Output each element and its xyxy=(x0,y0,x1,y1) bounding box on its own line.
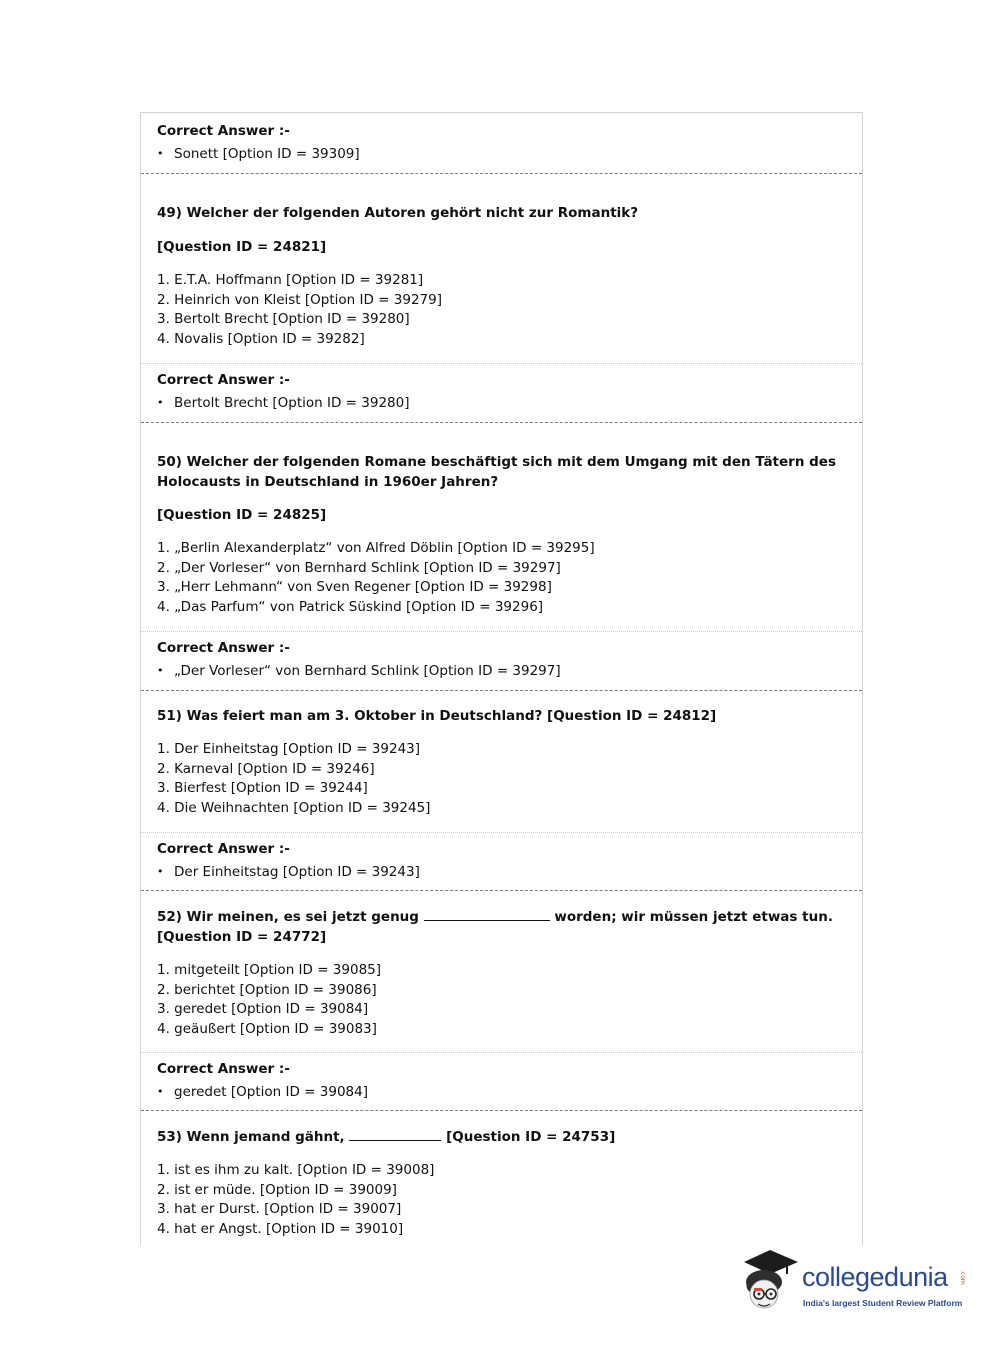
option-item: 3. geredet [Option ID = 39084] xyxy=(157,1001,369,1018)
correct-answer-label: Correct Answer :- xyxy=(157,1061,290,1077)
option-list xyxy=(157,271,862,349)
question-id: [Question ID = 24825] xyxy=(157,507,327,523)
answer-item: • Bertolt Brecht [Option ID = 39280] xyxy=(157,395,410,411)
question-block-50 xyxy=(141,452,862,617)
question-text: 49) Welcher der folgenden Autoren gehört nicht zur Romantik? xyxy=(157,205,639,221)
answer-divider xyxy=(141,363,862,364)
fill-in-blank xyxy=(424,907,550,921)
correct-answer-label: Correct Answer :- xyxy=(157,841,290,857)
question-block-53 xyxy=(141,1127,862,1239)
question-paper-page xyxy=(140,112,863,1245)
answer-block-52 xyxy=(141,1059,862,1102)
option-item: 4. „Das Parfum“ von Patrick Süskind [Option ID = 39296] xyxy=(157,598,544,615)
correct-answer-label: Correct Answer :- xyxy=(157,372,290,388)
answer-item: • „Der Vorleser“ von Bernhard Schlink [Option ID = 39297] xyxy=(157,663,561,679)
answer-divider xyxy=(141,832,862,833)
collegedunia-logo xyxy=(740,1248,970,1318)
option-item: 4. Die Weihnachten [Option ID = 39245] xyxy=(157,799,431,816)
option-item: 3. „Herr Lehmann“ von Sven Regener [Option ID = 39298] xyxy=(157,579,552,596)
option-item: 4. hat er Angst. [Option ID = 39010] xyxy=(157,1220,404,1237)
question-divider xyxy=(141,890,862,891)
bullet-icon: • xyxy=(157,1085,164,1098)
answer-item: • Der Einheitstag [Option ID = 39243] xyxy=(157,864,420,880)
answer-item: • geredet [Option ID = 39084] xyxy=(157,1084,368,1100)
question-block-49 xyxy=(141,203,862,349)
option-item: 3. Bertolt Brecht [Option ID = 39280] xyxy=(157,311,410,328)
option-item: 1. ist es ihm zu kalt. [Option ID = 39008] xyxy=(157,1162,435,1178)
bullet-icon: • xyxy=(157,664,164,677)
answer-item: • Sonett [Option ID = 39309] xyxy=(157,146,360,162)
mascot-icon xyxy=(740,1248,802,1316)
question-divider xyxy=(141,690,862,691)
question-divider xyxy=(141,422,862,423)
bullet-icon: • xyxy=(157,147,164,160)
question-block-52 xyxy=(141,907,862,1039)
answer-block-49 xyxy=(141,370,862,413)
question-divider xyxy=(141,1110,862,1111)
bullet-icon: • xyxy=(157,865,164,878)
answer-divider xyxy=(141,631,862,632)
option-item: 4. geäußert [Option ID = 39083] xyxy=(157,1020,377,1037)
option-item: 3. hat er Durst. [Option ID = 39007] xyxy=(157,1201,402,1218)
option-item: 2. Heinrich von Kleist [Option ID = 39279] xyxy=(157,291,442,308)
option-item: 1. „Berlin Alexanderplatz“ von Alfred Döblin [Option ID = 39295] xyxy=(157,540,595,556)
answer-block-50 xyxy=(141,638,862,681)
bullet-icon: • xyxy=(157,396,164,409)
option-item: 2. „Der Vorleser“ von Bernhard Schlink [Option ID = 39297] xyxy=(157,559,561,576)
option-item: 2. ist er müde. [Option ID = 39009] xyxy=(157,1181,397,1198)
option-item: 1. mitgeteilt [Option ID = 39085] xyxy=(157,962,382,978)
option-list xyxy=(157,740,862,818)
question-id: [Question ID = 24821] xyxy=(157,239,327,255)
option-list xyxy=(157,1161,862,1239)
option-item: 3. Bierfest [Option ID = 39244] xyxy=(157,780,368,797)
option-item: 2. Karneval [Option ID = 39246] xyxy=(157,760,375,777)
answer-block-51 xyxy=(141,839,862,882)
option-item: 4. Novalis [Option ID = 39282] xyxy=(157,330,365,347)
answer-divider xyxy=(141,1052,862,1053)
logo-suffix: .com xyxy=(959,1270,966,1285)
question-text: 50) Welcher der folgenden Romane beschäftigt sich mit dem Umgang mit den Tätern des xyxy=(157,454,836,470)
question-text: 51) Was feiert man am 3. Oktober in Deutschland? [Question ID = 24812] xyxy=(157,708,717,724)
question-text-cont: Holocausts in Deutschland in 1960er Jahren? xyxy=(157,474,499,490)
question-text: 52) Wir meinen, es sei jetzt genug worden; wir müssen jetzt etwas tun. xyxy=(157,909,833,925)
answer-block-48 xyxy=(141,121,862,164)
correct-answer-label: Correct Answer :- xyxy=(157,640,290,656)
logo-wordmark: collegedunia xyxy=(802,1262,948,1292)
fill-in-blank xyxy=(349,1127,441,1141)
option-list xyxy=(157,539,862,617)
correct-answer-label: Correct Answer :- xyxy=(157,123,290,139)
question-block-51 xyxy=(141,706,862,818)
question-divider xyxy=(141,173,862,174)
option-item: 1. Der Einheitstag [Option ID = 39243] xyxy=(157,741,421,757)
logo-tagline: India's largest Student Review Platform xyxy=(803,1298,963,1308)
option-item: 1. E.T.A. Hoffmann [Option ID = 39281] xyxy=(157,272,424,288)
option-list xyxy=(157,961,862,1039)
question-text: 53) Wenn jemand gähnt, [Question ID = 24753] xyxy=(157,1129,616,1145)
question-id: [Question ID = 24772] xyxy=(157,929,327,945)
option-item: 2. berichtet [Option ID = 39086] xyxy=(157,981,377,998)
